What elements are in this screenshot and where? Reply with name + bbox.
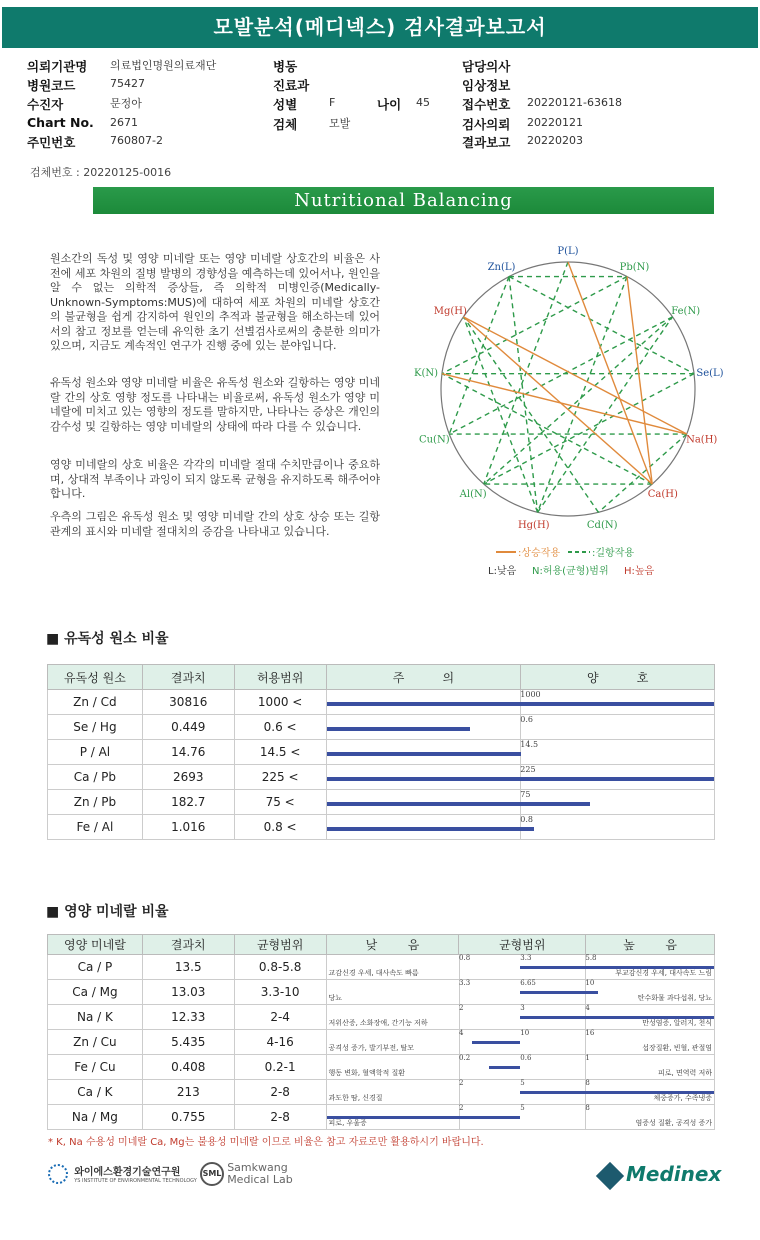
cell-result: 0.755 [142,1105,234,1130]
wheel-node-label: Mg(H) [433,306,467,318]
wheel-node-label: Zn(L) [487,261,516,273]
table-row [48,715,715,740]
cell-range: 0.8-5.8 [234,955,326,980]
cell-result: 182.7 [142,790,234,815]
ys-institute-logo [48,1163,197,1184]
col-header-low: 낮 음 [326,935,459,955]
threshold-label: 0.8 [520,815,534,824]
range-marker: 0.2 [459,1054,471,1062]
range-marker: 3.3 [520,954,532,962]
info-value: F [329,96,336,109]
synergy-line [442,374,687,434]
range-marker: 0.8 [459,954,471,962]
info-label: 성별 [273,97,298,112]
info-value: 45 [416,96,430,109]
table-row [48,1080,715,1105]
cell-result: 30816 [142,690,234,715]
low-symptom-text: 저위산증, 소화장애, 간기능 저하 [328,1019,428,1027]
balance-bar [327,1116,521,1119]
report-title: 모발분석(메디넥스) 검사결과보고서 [2,7,758,48]
high-symptom-text: 체중증가, 수족냉증 [653,1094,712,1102]
range-marker: 6.65 [520,979,536,987]
info-label: 수진자 [27,97,64,112]
table-row [48,790,715,815]
cell-name: Se / Hg [48,715,143,740]
col-header: 균형범위 [234,935,326,955]
cell-name: P / Al [48,740,143,765]
info-label: Chart No. [27,115,94,130]
cell-result: 0.408 [142,1055,234,1080]
ratio-bar [327,777,714,781]
range-marker: 1 [585,1054,590,1062]
cell-name: Ca / Pb [48,765,143,790]
cell-name: Fe / Cu [48,1055,143,1080]
cell-range: 3.3-10 [234,980,326,1005]
cell-result: 0.449 [142,715,234,740]
threshold-label: 0.6 [520,715,534,724]
wheel-node-label: Se(L) [696,368,724,380]
col-header: 결과치 [142,935,234,955]
low-symptom-text: 당뇨 [328,994,343,1002]
cell-range: 0.6 < [234,715,326,740]
antagonism-line [598,434,686,512]
ratio-bar [327,702,714,706]
cell-name: Ca / P [48,955,143,980]
low-symptom-text: 과도한 땀, 신경질 [328,1094,383,1102]
cell-name: Fe / Al [48,815,143,840]
ys-logo-sub: YS INSTITUTE OF ENVIRONMENTAL TECHNOLOGY [74,1178,197,1184]
legend-low: L:낮음 [488,566,517,577]
nutrient-section-title: ■ 영양 미네랄 비율 [46,904,169,920]
table-row [48,765,715,790]
range-marker: 3.3 [459,979,471,987]
cell-range: 2-4 [234,1005,326,1030]
range-marker: 8 [585,1079,590,1087]
wheel-node-label: K(N) [414,368,439,380]
ratio-bar [327,827,535,831]
range-marker: 16 [585,1029,595,1037]
cell-name: Ca / K [48,1080,143,1105]
wheel-node-label: Pb(N) [619,261,650,273]
table-row [48,815,715,840]
cell-name: Na / K [48,1005,143,1030]
balance-bar-cell [326,1055,714,1080]
ratio-bar [327,752,522,756]
ratio-bar-cell [326,765,714,790]
table-row [48,980,715,1005]
info-label: 임상정보 [462,78,511,93]
info-row: 의뢰기관명 [27,59,88,74]
ratio-bar-cell [326,790,714,815]
toxic-paragraph: 유독성 원소와 영양 미네랄 비율은 유독성 원소와 길항하는 영양 미네랄 간의 상호 영향 정도를 나타내는 비율로써, 유독성 원소가 영양 미네랄에 미치고 있는 영향의 정도를 말하지만, 나타나는 증상은 개인의 감수성 및 길항하는 영양 미네랄의 상태에 따라 다를 수 있습니다. [50,376,380,433]
info-value: 75427 [110,77,145,90]
ys-logo-text: 와이에스환경기술연구원 [74,1167,181,1178]
low-symptom-text: 교감신경 우세, 대사속도 빠름 [328,969,419,977]
threshold-label: 1000 [520,690,541,699]
info-label: 접수번호 [462,97,511,112]
info-value: 20220121 [527,116,583,129]
cell-result: 213 [142,1080,234,1105]
cell-name: Ca / Mg [48,980,143,1005]
nutritional-balancing-banner: Nutritional Balancing [93,187,714,214]
low-symptom-text: 공격성 증가, 발기부전, 탈모 [328,1044,415,1052]
ratio-bar [327,802,590,806]
samkwang-line2: Medical Lab [227,1173,293,1186]
wheel-node-label: Fe(N) [671,306,701,318]
threshold-label: 225 [520,765,536,774]
wheel-node-label: Hg(H) [517,519,550,531]
medinex-logo [600,1162,721,1186]
cell-result: 5.435 [142,1030,234,1055]
range-marker: 8 [585,1104,590,1112]
table-row [48,1005,715,1030]
info-label: 병동 [273,59,298,74]
footnote: * K, Na 수용성 미네랄 Ca, Mg는 불용성 미네랄 이므로 비율은 참고 자료로만 활용하시기 바랍니다. [48,1137,484,1148]
range-marker: 3 [520,1004,525,1012]
mineral-wheel [408,246,738,582]
info-label: 검체 [273,117,298,132]
ys-logo-icon [48,1164,68,1184]
figure-paragraph: 우측의 그림은 유독성 원소 및 영양 미네랄 간의 상호 상승 또는 길항 관계의 표시와 미네랄 절대치의 증감을 나타내고 있습니다. [50,510,380,538]
wheel-node-label: Al(N) [459,489,487,501]
col-header-caution: 주 의 [326,665,521,690]
high-symptom-text: 탄수화물 과다섭취, 당뇨 [637,994,712,1002]
toxic-section-title: ■ 유독성 원소 비율 [46,631,169,647]
medinex-icon [596,1161,624,1189]
range-marker: 4 [459,1029,464,1037]
info-value: 2671 [110,116,138,129]
range-marker: 10 [520,1029,530,1037]
cell-result: 14.76 [142,740,234,765]
balance-bar [472,1041,520,1044]
col-header: 영양 미네랄 [48,935,143,955]
synergy-line [627,277,652,485]
legend-antagonism-text: :길항작용 [592,548,635,559]
col-header: 유독성 원소 [48,665,143,690]
info-value: 20220121-63618 [527,96,622,109]
high-symptom-text: 섭장질환, 빈혈, 관절염 [642,1044,712,1052]
info-label: 진료과 [273,78,310,93]
sml-icon: SML [200,1162,224,1186]
info-label: 담당의사 [462,59,511,74]
cell-range: 4-16 [234,1030,326,1055]
high-symptom-text: 피로, 면역력 저하 [657,1069,712,1077]
ratio-bar-cell [326,690,714,715]
intro-paragraph: 원소간의 독성 및 영양 미네랄 또는 영양 미네랄 상호간의 비율은 사전에 세포 차원의 질병 발병의 경향성을 예측하는데 있어서나, 원인을 알 수 없는 의학적 증상들, 즉 의학적 미병인증(Medically-Unknown-Symptoms:MUS)에 대하여 세포 차원의 미네랄 상호간의 불균형을 쉽게 감지하여 원인의 추적과 불균형을 해소하는데 있어서의 참고 정보를 얻는데 유익한 초기 선별검사로써의 충분한 의미가 있으며, 지금도 계속적인 연구가 진행 중에 있는 분야입니다. [50,252,380,352]
table-row [48,955,715,980]
range-marker: 2 [459,1004,464,1012]
table-row [48,1030,715,1055]
threshold-label: 14.5 [520,740,539,749]
nutrient-ratio-table [47,934,715,1130]
cell-name: Zn / Cu [48,1030,143,1055]
col-header: 결과치 [142,665,234,690]
cell-result: 2693 [142,765,234,790]
wheel-node-label: Cu(N) [418,434,450,446]
cell-range: 2-8 [234,1080,326,1105]
range-marker: 5 [520,1079,525,1087]
table-row [48,1105,715,1130]
info-value: 모발 [329,117,351,130]
cell-range: 0.8 < [234,815,326,840]
range-marker: 5 [520,1104,525,1112]
col-header-good: 양 호 [521,665,715,690]
threshold-label: 75 [520,790,531,799]
info-label: 병원코드 [27,78,76,93]
info-value: 20220203 [527,134,583,147]
samkwang-logo [200,1162,293,1186]
cell-range: 75 < [234,790,326,815]
cell-name: Na / Mg [48,1105,143,1130]
table-header-row [48,935,715,955]
medinex-text: Medinex [626,1162,722,1186]
legend-normal: N:허용(균형)범위 [532,566,609,577]
table-header-row [48,665,715,690]
range-marker: 10 [585,979,595,987]
low-symptom-text: 피로, 우울증 [328,1119,367,1127]
info-label: 나이 [377,97,402,112]
balance-bar [520,1016,714,1019]
table-row [48,740,715,765]
antagonism-line [449,277,509,434]
high-symptom-text: 만성염증, 알러지, 천식 [642,1019,712,1027]
col-header: 허용범위 [234,665,326,690]
antagonism-line [463,317,537,512]
info-value: 의료법인명원의료재단 [110,59,217,72]
table-row [48,690,715,715]
cell-range: 1000 < [234,690,326,715]
cell-name: Zn / Cd [48,690,143,715]
wheel-node-label: Cd(N) [586,519,618,531]
info-label: 결과보고 [462,135,511,150]
legend-synergy-text: :상승작용 [518,548,561,559]
balance-bar [520,966,714,969]
cell-name: Zn / Pb [48,790,143,815]
col-header-high: 높 음 [586,935,715,955]
cell-result: 1.016 [142,815,234,840]
high-symptom-text: 부교감신경 우세, 대사속도 느림 [615,969,712,977]
wheel-node-label: P(L) [557,246,579,257]
legend-high: H:높음 [624,566,655,577]
balance-bar-cell [326,1105,714,1130]
ratio-bar-cell [326,715,714,740]
cell-range: 0.2-1 [234,1055,326,1080]
ratio-bar-cell [326,815,714,840]
wheel-node-label: Na(H) [686,434,718,446]
balance-bar-cell [326,1030,714,1055]
cell-range: 14.5 < [234,740,326,765]
balance-bar-cell [326,955,714,980]
toxic-ratio-table [47,664,715,840]
ratio-paragraph: 영양 미네랄의 상호 비율은 각각의 미네랄 절대 수치만큼이나 중요하며, 상대적 부족이나 과잉이 되지 않도록 균형을 유지하도록 해주어야 합니다. [50,458,380,500]
cell-result: 13.03 [142,980,234,1005]
specimen-number: 검체번호 : 20220125-0016 [30,166,172,179]
high-symptom-text: 염증성 질환, 공격성 증가 [635,1119,712,1127]
cell-result: 12.33 [142,1005,234,1030]
wheel-node-label: Ca(H) [647,489,678,501]
range-marker: 2 [459,1079,464,1087]
cell-range: 2-8 [234,1105,326,1130]
info-label: 검사의뢰 [462,117,511,132]
info-value: 문정아 [110,97,142,110]
balance-bar-cell [326,980,714,1005]
balance-bar [489,1066,520,1069]
cell-range: 225 < [234,765,326,790]
ratio-bar-cell [326,740,714,765]
cell-result: 13.5 [142,955,234,980]
samkwang-line1: Samkwang [227,1161,288,1174]
wheel-circle [441,262,695,516]
table-row [48,1055,715,1080]
range-marker: 4 [585,1004,590,1012]
low-symptom-text: 행동 변화, 혈액학적 질환 [328,1069,406,1077]
range-marker: 5.8 [585,954,597,962]
range-marker: 2 [459,1104,464,1112]
balance-bar [520,991,597,994]
info-value: 760807-2 [110,134,163,147]
info-label: 주민번호 [27,135,76,150]
range-marker: 0.6 [520,1054,532,1062]
balance-bar-cell [326,1080,714,1105]
ratio-bar [327,727,470,731]
balance-bar [520,1091,714,1094]
balance-bar-cell [326,1005,714,1030]
col-header-balance: 균형범위 [459,935,586,955]
